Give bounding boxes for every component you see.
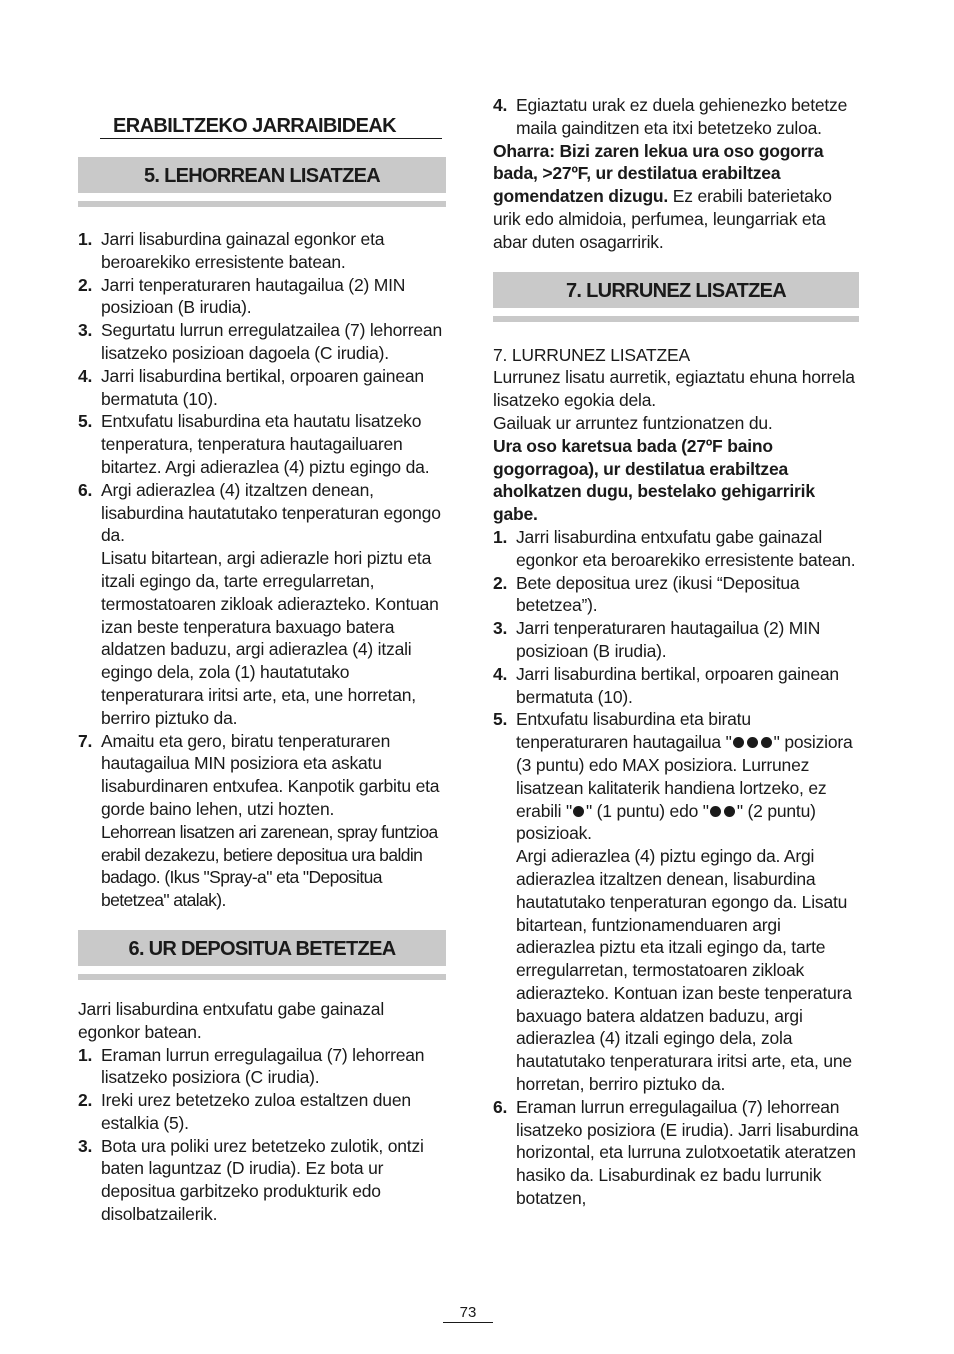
left-column xyxy=(78,112,446,1226)
step-text: Bota ura poliki urez betetzeko zulotik, ontzi baten laguntzaz (D irudia). Ez bota ur depositua garbitzeko produkturik edo disolbatzailerik. xyxy=(101,1135,424,1225)
step-text: Bete depositua urez (ikusi “Depositua betetzea”). xyxy=(516,572,800,616)
step-number: 1. xyxy=(78,229,93,249)
section-7-paragraph: Gailuak ur arruntez funtzionatzen du. xyxy=(493,412,773,433)
step-text: Entxufatu lisaburdina eta biratu tenperaturaren hautagailua " xyxy=(516,709,751,753)
step-text: Eraman lurrun erregulagailua (7) lehorrean lisatzeko posiziora (C irudia). xyxy=(101,1044,425,1088)
step-item xyxy=(493,572,859,618)
step-item xyxy=(78,1044,446,1090)
step-item xyxy=(78,410,446,478)
step-item xyxy=(78,319,446,365)
step-text: Jarri lisaburdina bertikal, orpoaren gainean bermatuta (10). xyxy=(101,365,424,409)
step-number: 2. xyxy=(493,572,508,593)
step-text: Ireki urez betetzeko zuloa estaltzen duen estalkia (5). xyxy=(101,1090,411,1133)
step-number: 5. xyxy=(493,709,508,730)
section-7-title: 7. LURRUNEZ LISATZEA xyxy=(565,279,787,302)
page-number: 73 xyxy=(459,1304,477,1321)
document-title-block xyxy=(78,112,446,140)
step-number: 3. xyxy=(78,320,93,341)
step-number: 5. xyxy=(78,411,93,432)
step-item xyxy=(78,274,446,320)
step-number: 4. xyxy=(493,95,508,115)
step-text: Jarri lisaburdina gainazal egonkor eta beroarekiko erresistente batean. xyxy=(101,229,385,272)
step-number: 3. xyxy=(78,1135,93,1156)
step-item xyxy=(493,94,859,140)
step-number: 1. xyxy=(78,1044,93,1065)
step-item xyxy=(493,1096,859,1210)
step-number: 7. xyxy=(78,730,93,751)
step-text: " (1 puntu) edo " xyxy=(585,800,709,821)
step-number: 1. xyxy=(493,526,508,547)
step-text: Egiaztatu urak ez duela gehienezko betetze maila gainditzen eta itxi betetzeko zuloa. xyxy=(516,95,848,138)
section-5-steps xyxy=(78,228,446,912)
note-text: Ez erabili baterietako urik edo almidoia, perfumea, leungarriak eta abar duten osagarririk. xyxy=(493,186,832,252)
step-item xyxy=(493,663,859,709)
step-item xyxy=(493,617,859,663)
step-item xyxy=(78,365,446,411)
step-text: " posiziora (3 puntu) edo MAX posiziora. Lurrunez lisatzean kalitaterik handiena lortzeko, ez erabili " xyxy=(516,732,853,821)
distilled-water-note: Ura oso karetsua bada (27ºF baino gogorragoa), ur destilatua erabiltzea aholkatzen dugu, bestelako gehigarririk gabe. xyxy=(493,435,815,525)
document-title: ERABILTZEKO JARRAIBIDEAK xyxy=(113,115,397,137)
three-dot-setting-icon xyxy=(732,732,774,752)
step-text: Jarri lisaburdina bertikal, orpoaren gainean bermatuta (10). xyxy=(516,663,839,707)
step-continuation: Lehorrean lisatzen ari zarenean, spray funtzioa erabil dezakezu, betiere depositua ura baldin badago. (Ikus "Spray-a" eta "Depositua betetzea" atalak). xyxy=(101,821,438,911)
step-text: Amaitu eta gero, biratu tenperaturaren hautagailua MIN posiziora eta askatu lisaburdinaren entxufea. Kanpotik garbitu eta gorde baino lehen, utzi hozten. xyxy=(101,730,440,819)
one-dot-setting-icon xyxy=(572,801,586,821)
two-dot-setting-icon xyxy=(709,801,737,821)
section-6-title: 6. UR DEPOSITUA BETETZEA xyxy=(128,937,396,960)
step-continuation: Argi adierazlea (4) piztu egingo da. Argi adierazlea itzaltzen denean, lisaburdina hautatutako tenperaturan egongo da. Lisatu bitartean, funtzionamenduaren argi adierazlea piztu eta itzali egingo da, tarte erregularretan, termostatoaren zikloak adierazteko. Kontuan izan beste tenperatura baxuago batera aldatzen baduzu, argi adierazlea (4) itzali egingo dela, zola hautatutako tenperaturara iritsi arte, eta, une horretan, berriro piztuko da. xyxy=(516,846,852,1095)
step-text: Segurtatu lurrun erregulatzailea (7) lehorrean lisatzeko posizioan dagoela (C irudia). xyxy=(101,320,442,363)
step-text: Eraman lurrun erregulagailua (7) lehorrean lisatzeko posiziora (E irudia). Jarri lisaburdina horizontal, eta lurruna zulotxoetatik ateratzen hasiko da. Lisaburdinak ez badu lurrunik botatzen, xyxy=(516,1096,859,1209)
section-5-header xyxy=(78,157,446,193)
page-number-rule xyxy=(443,1322,493,1323)
step-text: " (2 puntu) posizioak. xyxy=(516,800,816,844)
step-number: 4. xyxy=(78,365,93,386)
step-item xyxy=(78,479,446,730)
section-6-steps-continued xyxy=(493,94,859,140)
step-text: Jarri tenperaturaren hautagailua (2) MIN posizioan (B irudia). xyxy=(516,618,821,661)
step-number: 2. xyxy=(78,1090,93,1111)
section-7-header xyxy=(493,272,859,308)
step-number: 4. xyxy=(493,663,508,684)
step-text: Jarri tenperaturaren hautagailua (2) MIN posizioan (B irudia). xyxy=(101,274,406,318)
water-hardness-note xyxy=(493,140,859,254)
step-number: 2. xyxy=(78,274,93,295)
step-item xyxy=(493,708,859,1096)
step-number: 6. xyxy=(78,479,93,500)
step-number: 6. xyxy=(493,1096,508,1117)
step-item xyxy=(78,1135,446,1226)
title-underline xyxy=(100,138,442,139)
step-text: Argi adierazlea (4) itzaltzen denean, lisaburdina hautatutako tenperaturan egongo da. xyxy=(101,479,441,546)
step-text: Jarri lisaburdina entxufatu gabe gainazal egonkor eta beroarekiko erresistente batean. xyxy=(516,526,856,570)
section-7-subheading: 7. LURRUNEZ LISATZEA xyxy=(493,344,690,365)
step-item xyxy=(78,228,446,274)
section-5-title: 5. LEHORREAN LISATZEA xyxy=(143,165,381,187)
step-item xyxy=(78,730,446,912)
section-7-steps xyxy=(493,526,859,1210)
note-bold-text: Oharra: Bizi zaren lekua ura oso gogorra bada, >27ºF, ur destilatua erabiltzea gomendatzen dizugu. xyxy=(493,140,824,207)
section-6-intro: Jarri lisaburdina entxufatu gabe gainazal egonkor batean. xyxy=(78,998,385,1042)
step-item xyxy=(493,526,859,572)
step-continuation: Lisatu bitartean, argi adierazle hori piztu eta itzali egingo da, tarte erregularretan, termostatoaren zikloak adierazteko. Kontuan izan beste tenperatura baxuago batera aldatzen baduzu, argi adierazlea (4) itzali egingo dela, zola (1) hautatutako tenperaturara iritsi arte, eta, une horretan, berriro piztuko da. xyxy=(101,548,439,728)
section-7-paragraph: Lurrunez lisatu aurretik, egiaztatu ehuna horrela lisatzeko egokia dela. xyxy=(493,367,855,411)
right-column xyxy=(493,94,859,1210)
step-item xyxy=(78,1089,446,1135)
step-text: Entxufatu lisaburdina eta hautatu lisatzeko tenperatura, tenperatura hautagailuaren bitartez. Argi adierazlea (4) piztu egingo da. xyxy=(101,411,430,477)
section-6-header xyxy=(78,930,446,966)
step-number: 3. xyxy=(493,618,508,639)
section-6-steps xyxy=(78,1044,446,1226)
